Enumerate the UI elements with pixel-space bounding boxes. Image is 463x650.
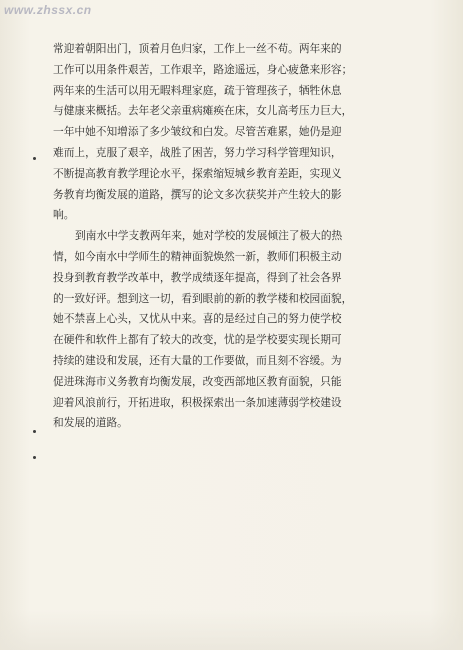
- binding-hole-mark: [33, 157, 36, 160]
- binding-hole-mark: [33, 430, 36, 433]
- paragraph-1: [53, 39, 415, 226]
- text-line: 迎着风浪前行，开拓进取，积极探索出一条加速薄弱学校建设: [53, 395, 342, 409]
- binding-hole-mark: [33, 456, 36, 459]
- text-line: 与健康来概括。去年老父亲重病瘫痪在床，女儿高考压力巨大，: [53, 104, 353, 118]
- text-line: 促进珠海市义务教育均衡发展，改变西部地区教育面貌，只能: [53, 374, 342, 388]
- text-line: 务教育均衡发展的道路，撰写的论文多次获奖并产生较大的影: [53, 187, 342, 201]
- document-body: [53, 39, 415, 434]
- text-line: 情，如今南水中学师生的精神面貌焕然一新，教师们积极主动: [53, 249, 342, 263]
- site-watermark: www.zhssx.cn: [4, 3, 92, 17]
- text-line: 两年来的生活可以用无暇料理家庭，疏于管理孩子，牺牲休息: [53, 83, 342, 97]
- text-line: 在硬件和软件上都有了较大的改变，忧的是学校要实现长期可: [53, 333, 342, 347]
- text-line: 她不禁喜上心头，又忧从中来。喜的是经过自己的努力使学校: [53, 312, 342, 326]
- text-line: 不断提高教育教学理论水平，探索缩短城乡教育差距，实现义: [53, 166, 342, 180]
- paper-shading: [0, 610, 463, 650]
- paragraph-2: [53, 226, 415, 434]
- text-line: 工作可以用条件艰苦，工作艰辛，路途遥远，身心疲惫来形容；: [53, 62, 353, 76]
- text-line: 响。: [53, 208, 75, 222]
- text-line: 到南水中学支教两年来，她对学校的发展倾注了极大的热: [75, 229, 343, 243]
- text-line: 常迎着朝阳出门，顶着月色归家，工作上一丝不苟。两年来的: [53, 42, 342, 55]
- text-line: 难而上，克服了艰辛，战胜了困苦，努力学习科学管理知识，: [53, 145, 342, 159]
- text-line: 投身到教育教学改革中，教学成绩逐年提高，得到了社会各界: [53, 270, 342, 284]
- text-line: 和发展的道路。: [53, 416, 128, 430]
- text-line: 持续的建设和发展，还有大量的工作要做，而且刻不容缓。为: [53, 353, 342, 367]
- text-line: 一年中她不知增添了多少皱纹和白发。尽管苦难累，她仍是迎: [53, 125, 342, 139]
- text-line: 的一致好评。想到这一切，看到眼前的新的教学楼和校园面貌，: [53, 291, 353, 305]
